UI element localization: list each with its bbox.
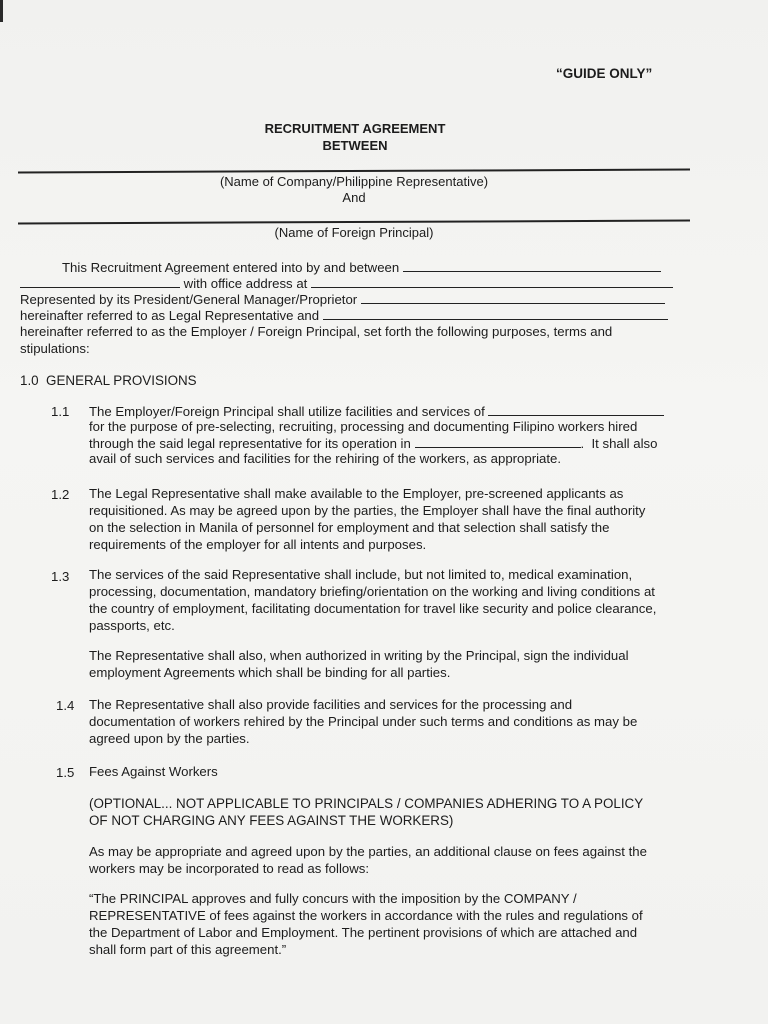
clause-text: The Employer/Foreign Principal shall utilize facilities and services of (89, 404, 485, 419)
clause-line: the Department of Labor and Employment. The pertinent provisions of which are attached and (89, 925, 638, 940)
clause-line: requisitioned. As may be agreed upon by the parties, the Employer shall have the final authority (89, 503, 646, 518)
intro-line-5 (20, 324, 612, 341)
intro-line-2 (20, 275, 673, 293)
intro-text-4: hereinafter referred to as Legal Representative and (20, 308, 320, 323)
clause-line: agreed upon by the parties. (89, 731, 250, 746)
intro-text-1: This Recruitment Agreement entered into by and between (62, 260, 400, 275)
party1-blank (403, 259, 661, 272)
clause-1-1-line-1 (89, 403, 664, 421)
party2-name-line (18, 220, 690, 225)
intro-text-3: Represented by its President/General Manager/Proprietor (20, 292, 358, 307)
scan-edge-mark (0, 0, 3, 22)
party2-caption: (Name of Foreign Principal) (274, 225, 434, 240)
clause-text: . It shall also (580, 436, 658, 451)
clause-line: on the selection in Manila of personnel for employment and that selection shall satisfy the (89, 520, 610, 535)
party1-name-blank (20, 275, 180, 288)
clause-line: (OPTIONAL... NOT APPLICABLE TO PRINCIPALS / COMPANIES ADHERING TO A POLICY (89, 796, 644, 811)
clause-1-4 (89, 696, 691, 747)
services-blank (488, 403, 664, 416)
clause-line: The Representative shall also, when authorized in writing by the Principal, sign the individual (89, 648, 629, 663)
clause-1-1-line-4: avail of such services and facilities for the rehiring of the workers, as appropriate. (89, 451, 562, 466)
and-label: And (342, 190, 366, 205)
clause-number: 1.1 (51, 404, 70, 419)
party1-caption: (Name of Company/Philippine Representative) (219, 174, 489, 189)
document-title: RECRUITMENT AGREEMENT (264, 121, 446, 136)
intro-line-1 (62, 259, 661, 277)
clause-1-5-quote (89, 890, 693, 958)
clause-1-5-intro (89, 843, 693, 877)
clause-line: The Legal Representative shall make available to the Employer, pre-screened applicants as (89, 486, 624, 501)
section-heading: 1.0 GENERAL PROVISIONS (20, 373, 197, 388)
clause-line: As may be appropriate and agreed upon by the parties, an additional clause on fees against the (89, 844, 647, 859)
operation-blank (415, 435, 581, 448)
clause-1-5-title: Fees Against Workers (89, 764, 218, 779)
intro-text-6: stipulations: (20, 341, 90, 356)
clause-1-3 (89, 566, 691, 634)
clause-line: passports, etc. (89, 618, 175, 633)
clause-1-1-line-3 (89, 435, 657, 453)
clause-1-3-extra (89, 647, 691, 681)
clause-line: workers may be incorporated to read as follows: (89, 861, 369, 876)
clause-number: 1.5 (56, 765, 75, 780)
clause-1-1-line-2: for the purpose of pre-selecting, recruiting, processing and documenting Filipino workers hired (89, 419, 638, 434)
clause-number: 1.4 (56, 698, 75, 713)
clause-line: shall form part of this agreement.” (89, 942, 287, 957)
office-address-blank (311, 275, 673, 288)
clause-number: 1.2 (51, 487, 70, 502)
representative-blank (361, 291, 665, 304)
document-subtitle: BETWEEN (322, 138, 388, 153)
clause-line: REPRESENTATIVE of fees against the workers in accordance with the rules and regulations of (89, 908, 643, 923)
intro-text-5: hereinafter referred to as the Employer / Foreign Principal, set forth the following purposes, terms and (20, 324, 613, 339)
clause-line: The Representative shall also provide facilities and services for the processing and (89, 697, 573, 712)
clause-line: processing, documentation, mandatory briefing/orientation on the working and living conditions at (89, 584, 655, 599)
clause-text: through the said legal representative for its operation in (89, 436, 411, 451)
intro-text-2: with office address at (183, 276, 308, 291)
intro-line-3 (20, 291, 665, 309)
party1-name-line (18, 169, 690, 174)
clause-line: “The PRINCIPAL approves and fully concurs with the imposition by the COMPANY / (89, 891, 577, 906)
clause-line: requirements of the employer for all intents and purposes. (89, 537, 427, 552)
clause-1-5-optional (89, 795, 693, 829)
clause-line: the country of employment, facilitating documentation for travel like security and police clearance, (89, 601, 657, 616)
clause-line: The services of the said Representative shall include, but not limited to, medical examination, (89, 567, 633, 582)
clause-line: documentation of workers rehired by the Principal under such terms and conditions as may be (89, 714, 638, 729)
clause-line: OF NOT CHARGING ANY FEES AGAINST THE WORKERS) (89, 813, 454, 828)
intro-line-4 (20, 307, 668, 325)
guide-only-label: “GUIDE ONLY” (556, 66, 653, 81)
clause-line: employment Agreements which shall be binding for all parties. (89, 665, 451, 680)
intro-line-6 (20, 341, 90, 358)
clause-number: 1.3 (51, 569, 70, 584)
clause-1-2 (89, 485, 691, 553)
principal-blank (323, 307, 668, 320)
